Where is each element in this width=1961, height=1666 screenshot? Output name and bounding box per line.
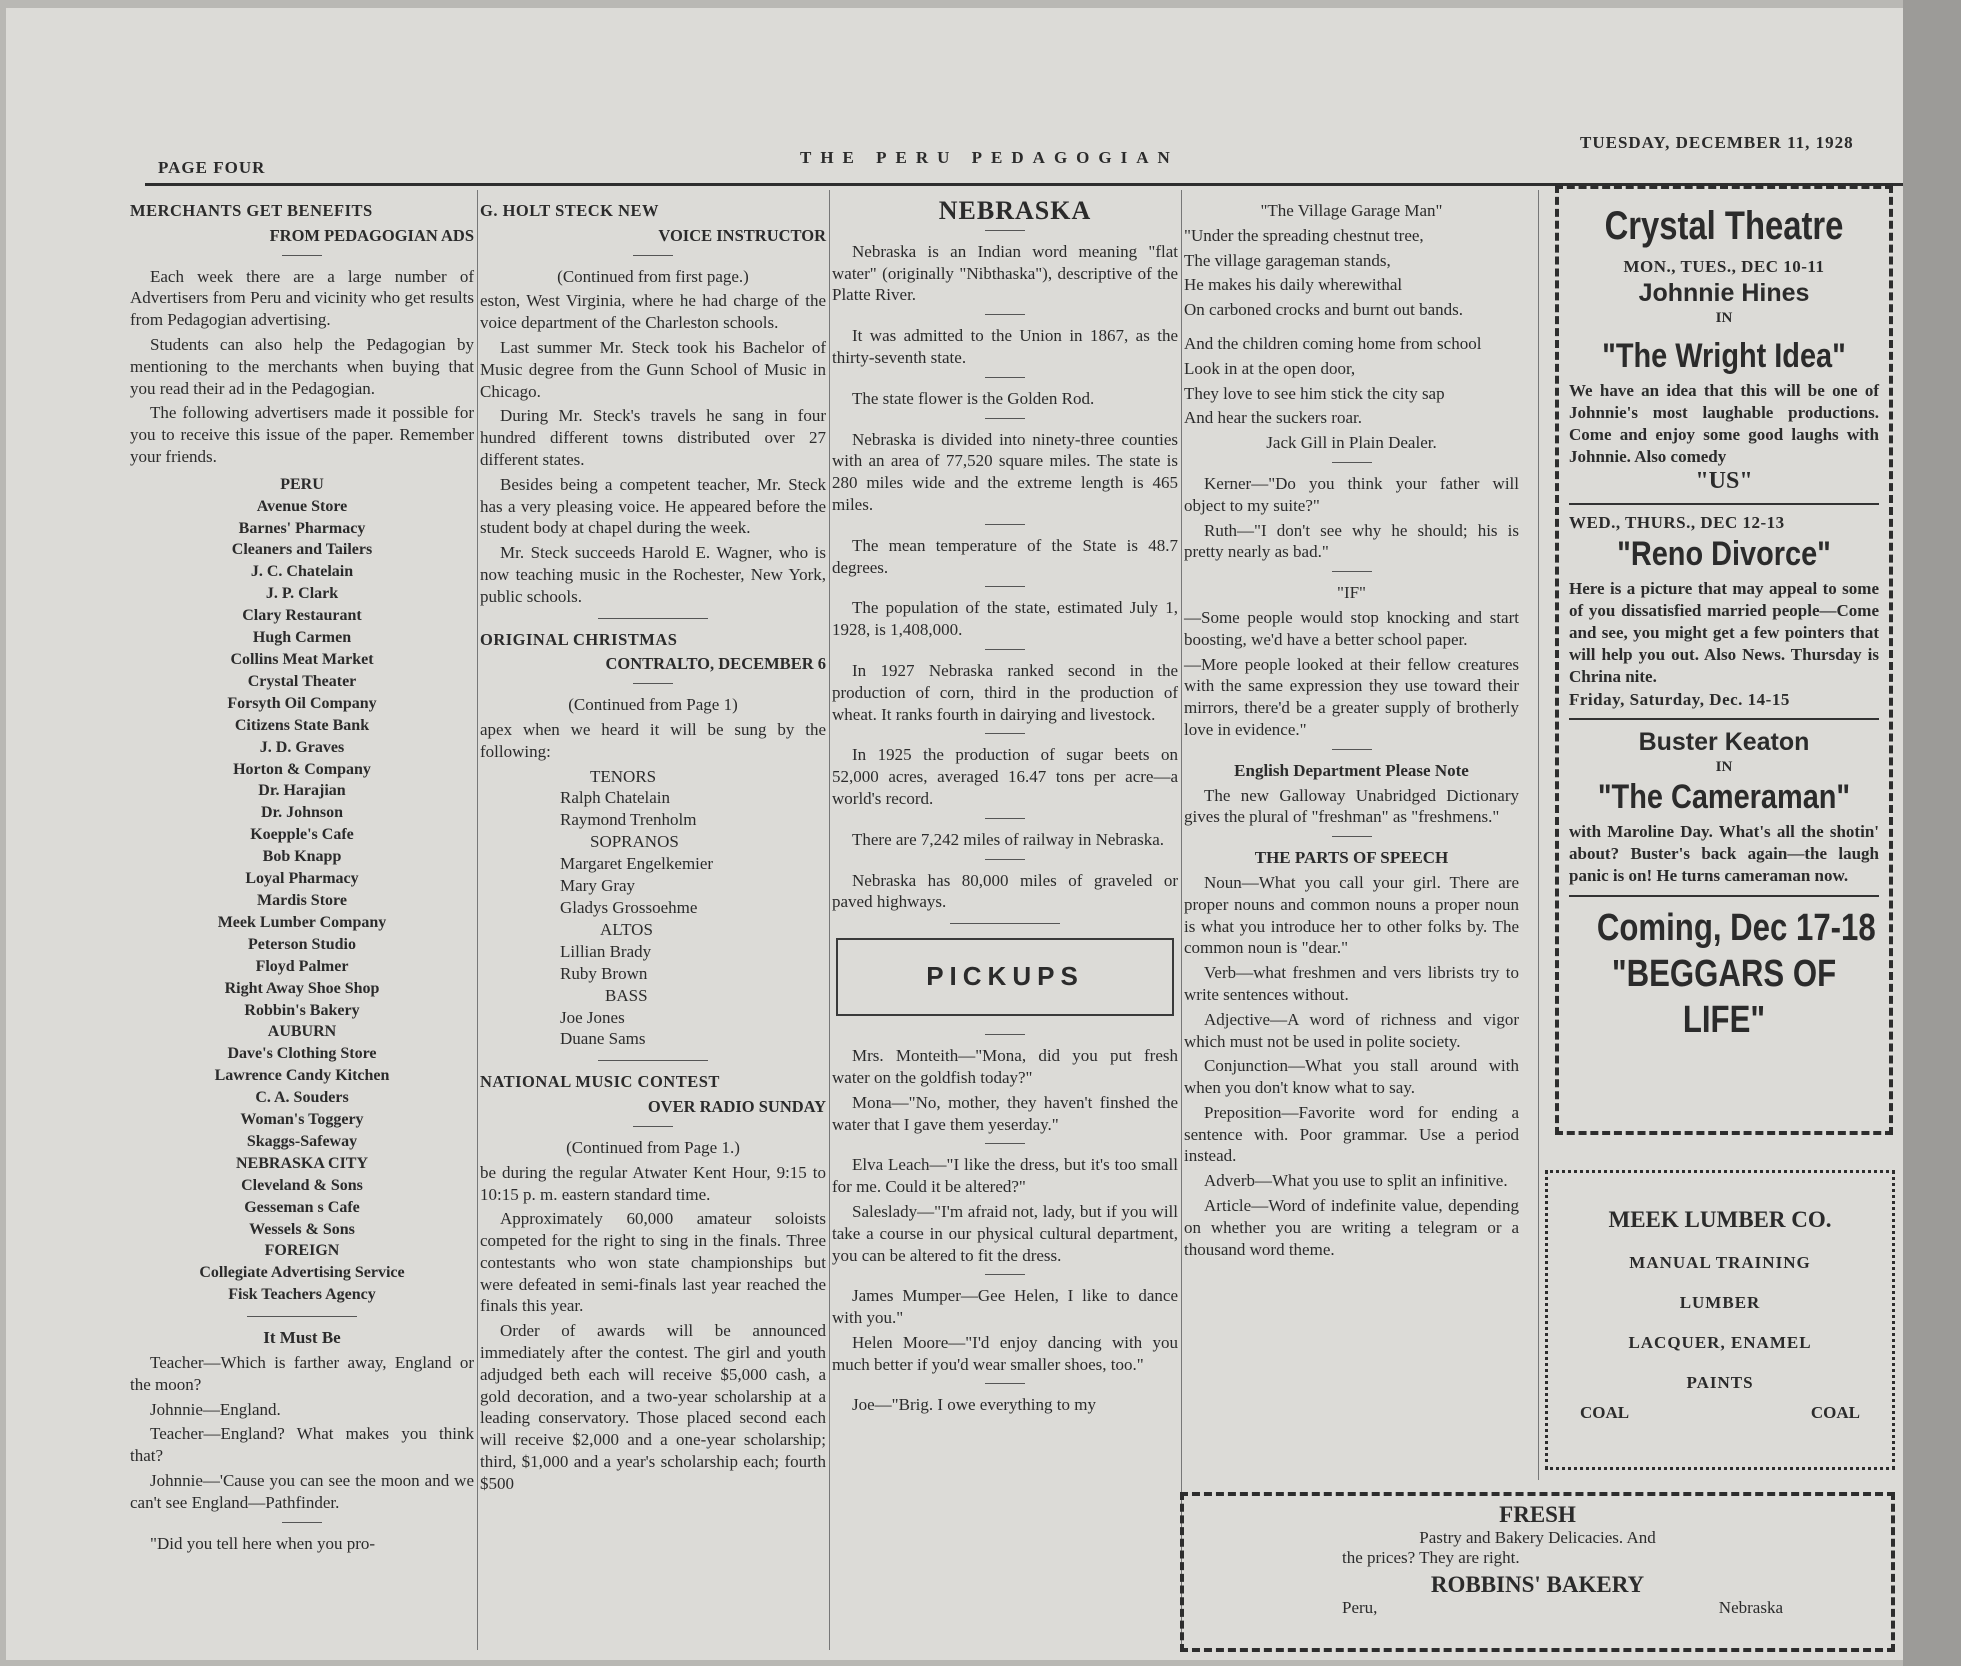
divider	[1332, 571, 1372, 572]
film-title: "Reno Divorce"	[1617, 535, 1831, 573]
continued-note: (Continued from Page 1.)	[566, 1137, 740, 1157]
list-item: Dr. Harajian	[258, 782, 346, 800]
paragraph: Mr. Steck succeeds Harold E. Wagner, who is now teaching music in the Rochester, New York, public schools.	[480, 543, 826, 606]
paragraph: Teacher—Which is farther away, England or the moon?	[130, 1353, 474, 1394]
paragraph: Verb—what freshmen and vers librists try to write sentences without.	[1184, 963, 1519, 1004]
divider	[282, 1522, 322, 1523]
list-item: Peterson Studio	[248, 935, 356, 953]
divider	[985, 649, 1025, 650]
paper-name: THE PERU PEDAGOGIAN	[800, 148, 1179, 167]
poem-line: They love to see him stick the city sap	[1184, 383, 1445, 403]
list-item: AUBURN	[267, 1023, 337, 1041]
headline: NATIONAL MUSIC CONTEST	[480, 1072, 720, 1092]
paragraph: Johnnie—'Cause you can see the moon and we can't see England—Pathfinder.	[130, 1470, 474, 1512]
paragraph: Preposition—Favorite word for ending a sentence with. Poor grammar. Use a period instead.	[1184, 1102, 1519, 1166]
ad-title: MEEK LUMBER CO.	[1608, 1207, 1832, 1232]
headline: G. HOLT STECK NEW	[480, 201, 660, 220]
paragraph: During Mr. Steck's travels he sang in four hundred different towns distributed over 27 different states.	[480, 406, 826, 469]
list-item: Floyd Palmer	[255, 957, 349, 975]
divider	[247, 1316, 357, 1317]
continued-note: (Continued from Page 1)	[568, 695, 738, 715]
divider	[985, 818, 1025, 819]
list-item: J. D. Graves	[259, 738, 345, 756]
divider	[633, 1126, 673, 1127]
paragraph: Each week there are a large number of Advertisers from Peru and vicinity who get results from Pedagogian advertising.	[130, 266, 474, 330]
divider	[598, 618, 708, 619]
list-item: C. A. Souders	[255, 1089, 349, 1107]
film-title: LIFE"	[1682, 999, 1766, 1041]
paragraph: "Did you tell here when you pro-	[150, 1533, 376, 1553]
paragraph: Conjunction—What you stall around with when you don't know what to say.	[1184, 1056, 1519, 1098]
list-item: Loyal Pharmacy	[245, 870, 359, 888]
paragraph: The state flower is the Golden Rod.	[852, 388, 1095, 408]
list-item: Cleveland & Sons	[241, 1176, 363, 1194]
divider	[985, 377, 1025, 378]
list-item: Gladys Grossoehme	[560, 897, 698, 917]
headline: ORIGINAL CHRISTMAS	[480, 629, 678, 649]
showing-dates: WED., THURS., DEC 12-13	[1569, 513, 1785, 532]
list-item: Crystal Theater	[247, 672, 357, 690]
divider	[1569, 895, 1879, 897]
list-item: Mary Gray	[560, 876, 636, 896]
divider	[1332, 462, 1372, 463]
crystal-theatre-ad	[1555, 185, 1893, 1135]
divider	[985, 1274, 1025, 1275]
divider	[1332, 749, 1372, 750]
list-item: Raymond Trenholm	[560, 810, 697, 830]
list-item: Skaggs-Safeway	[246, 1132, 358, 1150]
poem-line: And hear the suckers roar.	[1184, 408, 1362, 428]
divider	[950, 923, 1060, 924]
paragraph: Last summer Mr. Steck took his Bachelor of Music degree from the Gunn School of Music in Chicago.	[480, 337, 826, 401]
list-item: Koepple's Cafe	[250, 826, 354, 844]
star-name: Johnnie Hines	[1638, 279, 1810, 307]
divider	[985, 1034, 1025, 1035]
paragraph: Joe—"Brig. I owe everything to my	[852, 1395, 1096, 1415]
paragraph: Ruth—"I don't see why he should; his is pretty nearly as bad."	[1184, 520, 1519, 562]
list-item: J. C. Chatelain	[250, 563, 354, 581]
poem-line: "Under the spreading chestnut tree,	[1184, 225, 1424, 245]
list-item: Hugh Carmen	[252, 629, 352, 647]
showing-dates: Friday, Saturday, Dec. 14-15	[1569, 690, 1790, 709]
divider	[598, 1060, 708, 1061]
list-item: Dr. Johnson	[260, 804, 344, 822]
poem-line: The village garageman stands,	[1184, 250, 1391, 270]
ad-line: Pastry and Bakery Delicacies. And	[1419, 1528, 1656, 1547]
paragraph: eston, West Virginia, where he had charge of the voice department of the Charleston schools.	[480, 291, 826, 333]
list-item: Barnes' Pharmacy	[238, 519, 366, 537]
coming-soon: Coming, Dec 17-18	[1596, 907, 1876, 949]
divider	[1569, 503, 1879, 505]
ad-line: LACQUER, ENAMEL	[1628, 1333, 1812, 1352]
advertiser-list	[130, 474, 474, 1306]
list-item: Collins Meat Market	[230, 651, 374, 669]
list-item: Woman's Toggery	[240, 1111, 364, 1129]
list-item: Citizens State Bank	[234, 716, 370, 734]
ad-line: the prices? They are right.	[1342, 1548, 1520, 1567]
list-item: Right Away Shoe Shop	[224, 979, 380, 997]
divider	[1569, 718, 1879, 720]
choir-part: BASS	[605, 985, 648, 1005]
list-item: Dave's Clothing Store	[227, 1045, 377, 1063]
ad-line: Peru,	[1342, 1598, 1378, 1617]
paragraph: In 1927 Nebraska ranked second in the production of corn, third in the production of wheat. It ranks fourth in dairying and livestock.	[832, 660, 1178, 724]
list-item: Margaret Engelkemier	[560, 854, 714, 874]
showing-dates: MON., TUES., DEC 10-11	[1623, 257, 1825, 276]
ad-line: Nebraska	[1718, 1598, 1783, 1617]
paragraph: Mona—"No, mother, they haven't finshed the water that I gave them yeserday."	[832, 1092, 1178, 1134]
section-title: THE PARTS OF SPEECH	[1254, 848, 1449, 868]
choir-part: ALTOS	[600, 919, 653, 939]
ad-line: MANUAL TRAINING	[1629, 1253, 1811, 1272]
poem-line: He makes his daily wherewithal	[1184, 275, 1403, 295]
list-item: FOREIGN	[264, 1242, 340, 1260]
list-item: Robbin's Bakery	[244, 1001, 360, 1019]
paragraph: Helen Moore—"I'd enjoy dancing with you much better if you'd wear smaller shoes, too."	[832, 1332, 1178, 1374]
film-title: "US"	[1695, 468, 1753, 494]
column-nebraska	[832, 196, 1178, 1419]
continued-note: (Continued from first page.)	[557, 266, 749, 286]
paragraph: Adverb—What you use to split an infinitive.	[1204, 1171, 1508, 1191]
ad-line: PAINTS	[1686, 1373, 1754, 1392]
divider	[633, 683, 673, 684]
choir-part: SOPRANOS	[590, 832, 679, 852]
headline: FROM PEDAGOGIAN ADS	[269, 225, 474, 245]
film-blurb: Here is a picture that may appeal to some of you dissatisfied married people—Come and see, you might get a few pointers that will help you out. Also News. Thursday is Chrina nite.	[1569, 579, 1879, 686]
column-divider	[1181, 190, 1182, 1650]
bakery-name: ROBBINS' BAKERY	[1430, 1572, 1645, 1597]
paragraph: Nebraska is divided into ninety-three counties with an area of 77,520 square miles. The state is 280 miles wide and the extreme length is 465 miles.	[832, 429, 1178, 514]
issue-date: TUESDAY, DECEMBER 11, 1928	[1580, 133, 1854, 152]
list-item: Lillian Brady	[560, 941, 652, 961]
film-title: "The Wright Idea"	[1602, 337, 1846, 375]
paragraph: The population of the state, estimated July 1, 1928, is 1,408,000.	[832, 598, 1178, 640]
ad-line: LUMBER	[1679, 1293, 1761, 1312]
list-item: Mardis Store	[257, 891, 347, 909]
paragraph: —More people looked at their fellow creatures with the same expression they use toward their mirrors, there'd be a greater supply of brotherly love in evidence."	[1184, 654, 1519, 739]
paragraph: Saleslady—"I'm afraid not, lady, but if you will take a course in our physical cultural department, you can be altered to fit the dress.	[832, 1201, 1178, 1265]
list-item: Forsyth Oil Company	[227, 694, 377, 712]
meek-lumber-ad	[1545, 1170, 1895, 1470]
divider	[985, 733, 1025, 734]
paragraph: Approximately 60,000 amateur soloists competed for the right to sing in the finals. Three contestants who won state championships but were defeated in semi-finals last year reached the finals this year.	[480, 1209, 826, 1316]
section-title: NEBRASKA	[938, 196, 1092, 225]
column-divider	[1538, 190, 1539, 1480]
column-steck	[480, 200, 826, 1498]
paragraph: Mrs. Monteith—"Mona, did you put fresh water on the goldfish today?"	[832, 1046, 1178, 1087]
paragraph: The following advertisers made it possible for you to receive this issue of the paper. Remember your friends.	[130, 403, 474, 466]
paragraph: Teacher—England? What makes you think that?	[130, 1424, 474, 1466]
paragraph: Article—Word of indefinite value, depending on whether you are writing a telegram or a thousand word theme.	[1184, 1196, 1519, 1259]
list-item: Collegiate Advertising Service	[199, 1264, 405, 1282]
list-item: Ralph Chatelain	[560, 788, 671, 808]
list-item: Meek Lumber Company	[217, 913, 387, 931]
headline: CONTRALTO, DECEMBER 6	[605, 654, 826, 674]
list-item: Horton & Company	[233, 760, 371, 778]
list-item: Clary Restaurant	[242, 607, 362, 625]
divider	[985, 524, 1025, 525]
choir-list	[480, 766, 826, 1051]
star-name: Buster Keaton	[1638, 728, 1810, 756]
paragraph: apex when we heard it will be sung by the following:	[480, 719, 826, 761]
divider	[985, 586, 1025, 587]
column-merchants	[130, 200, 474, 1557]
coal-row	[1556, 1403, 1884, 1423]
film-title: "The Cameraman"	[1597, 778, 1851, 816]
paragraph: Johnnie—England.	[150, 1399, 281, 1419]
column-misc	[1184, 200, 1519, 1263]
joke-title: It Must Be	[263, 1328, 341, 1348]
list-item: Wessels & Sons	[249, 1220, 355, 1238]
divider	[985, 230, 1025, 231]
paragraph: The mean temperature of the State is 48.7 degrees.	[832, 535, 1178, 577]
film-title: "BEGGARS OF	[1611, 953, 1837, 995]
poem-title: "The Village Garage Man"	[1260, 201, 1443, 220]
paragraph: It was admitted to the Union in 1867, as the thirty-seventh state.	[832, 326, 1178, 367]
page-edge	[1903, 0, 1961, 1666]
pickups-box: PICKUPS	[836, 938, 1174, 1016]
poem-line: And the children coming home from school	[1184, 333, 1482, 353]
divider	[282, 255, 322, 256]
ad-title: Crystal Theatre	[1604, 204, 1844, 248]
list-item: PERU	[280, 475, 324, 493]
list-item: Cleaners and Tailers	[231, 541, 373, 559]
paragraph: —Some people would stop knocking and start boosting, we'd have a better school paper.	[1184, 607, 1519, 649]
paragraph: Besides being a competent teacher, Mr. Steck has a very pleasing voice. He appeared before the student body at chapel during the week.	[480, 474, 826, 538]
paragraph: Noun—What you call your girl. There are proper nouns and common nouns a proper noun is what you introduce her to other folks by. The common noun is "dear."	[1184, 872, 1519, 958]
column-divider	[829, 190, 830, 1650]
headline: VOICE INSTRUCTOR	[658, 225, 826, 245]
paragraph: James Mumper—Gee Helen, I like to dance with you."	[832, 1286, 1178, 1328]
film-blurb: with Maroline Day. What's all the shotin' about? Buster's back again—the laugh panic is on! He turns cameraman now.	[1569, 822, 1879, 885]
column-divider	[477, 190, 478, 1650]
list-item: Fisk Teachers Agency	[228, 1286, 376, 1304]
headline: OVER RADIO SUNDAY	[647, 1097, 826, 1117]
robbins-bakery-ad	[1180, 1492, 1895, 1652]
poem-credit: Jack Gill in Plain Dealer.	[1266, 433, 1437, 453]
list-item: Lawrence Candy Kitchen	[214, 1067, 390, 1085]
ad-title: FRESH	[1499, 1502, 1576, 1527]
paragraph: There are 7,242 miles of railway in Nebraska.	[852, 829, 1165, 849]
section-title: English Department Please Note	[1234, 760, 1469, 780]
divider	[985, 314, 1025, 315]
list-item: Bob Knapp	[262, 848, 342, 866]
headline: MERCHANTS GET BENEFITS	[130, 201, 373, 220]
list-item: J. P. Clark	[265, 585, 339, 603]
paragraph: Students can also help the Pedagogian by mentioning to the merchants when buying that you read their ad in the Pedagogian.	[130, 334, 474, 398]
film-blurb: We have an idea that this will be one of Johnnie's most laughable productions. Come and enjoy some good laughs with Johnnie. Also comedy	[1569, 381, 1879, 466]
paragraph: In 1925 the production of sugar beets on 52,000 acres, averaged 16.47 tons per acre—a world's record.	[832, 745, 1178, 808]
divider	[633, 255, 673, 256]
poem-line: On carboned crocks and burnt out bands.	[1184, 300, 1464, 320]
paragraph: The new Galloway Unabridged Dictionary gives the plural of "freshman" as "freshmens."	[1184, 785, 1519, 827]
in-label: IN	[1715, 759, 1733, 775]
paragraph: Order of awards will be announced immediately after the contest. The girl and youth adjudged beth each will receive $5,000 cash, a gold decoration, and a two-year scholarship at a leading conservatory. Those placed second each will receive $2,000 and a one-year scholarship; third, $1,000 and a year's scholarship each; fourth $500	[480, 1321, 826, 1493]
in-label: IN	[1715, 310, 1733, 326]
divider	[985, 418, 1025, 419]
divider	[1332, 836, 1372, 837]
list-item: NEBRASKA CITY	[235, 1154, 369, 1172]
divider	[985, 859, 1025, 860]
paragraph: Nebraska is an Indian word meaning "flat water" (originally "Nibthaska"), descriptive of the Platte River.	[832, 241, 1178, 305]
poem-line: Look in at the open door,	[1184, 358, 1356, 378]
divider	[985, 1143, 1025, 1144]
paragraph: Adjective—A word of richness and vigor which must not be used in polite society.	[1184, 1009, 1519, 1051]
paragraph: Elva Leach—"I like the dress, but it's too small for me. Could it be altered?"	[832, 1155, 1178, 1197]
paragraph: Nebraska has 80,000 miles of graveled or paved highways.	[832, 870, 1178, 912]
list-item: Gesseman s Cafe	[244, 1198, 360, 1216]
divider	[985, 1383, 1025, 1384]
list-item: Avenue Store	[256, 497, 348, 515]
list-item: Ruby Brown	[560, 963, 648, 983]
paragraph: be during the regular Atwater Kent Hour, 9:15 to 10:15 p. m. eastern standard time.	[480, 1162, 826, 1204]
ad-line: COAL	[1580, 1403, 1630, 1422]
section-title: "IF"	[1337, 583, 1366, 603]
choir-part: TENORS	[590, 766, 657, 786]
page-label: PAGE FOUR	[158, 158, 266, 177]
paragraph: Kerner—"Do you think your father will object to my suite?"	[1184, 473, 1519, 515]
list-item: Joe Jones	[560, 1007, 625, 1027]
list-item: Duane Sams	[560, 1029, 646, 1049]
ad-line: COAL	[1810, 1403, 1860, 1422]
